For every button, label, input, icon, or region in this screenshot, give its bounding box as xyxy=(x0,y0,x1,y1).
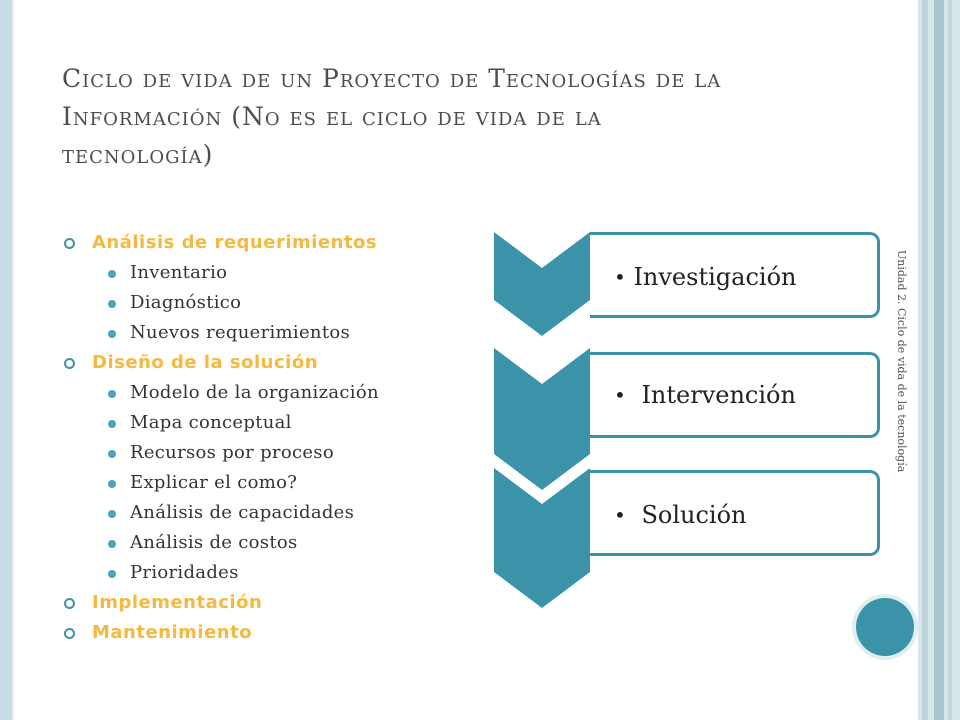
list-item xyxy=(60,258,480,288)
chevron-step-2 xyxy=(494,348,590,490)
dot-bullet-icon xyxy=(108,420,116,428)
step-label-1 xyxy=(614,262,796,292)
circle-bullet-icon xyxy=(64,628,75,639)
process-chevron-diagram xyxy=(494,232,894,612)
section-label: Implementación xyxy=(92,592,263,613)
slide-title xyxy=(62,60,862,174)
step-text: Solución xyxy=(641,501,747,529)
outline-subitems xyxy=(60,258,480,348)
step-text: Investigación xyxy=(633,263,797,291)
item-label: Mapa conceptual xyxy=(130,412,292,433)
item-label: Explicar el como? xyxy=(130,472,298,493)
outline-section xyxy=(60,228,480,258)
step-label-3 xyxy=(614,500,746,530)
title-line: Ciclo de vida de un Proyecto de Tecnologías de la xyxy=(62,64,722,93)
right-frame-stripe xyxy=(934,0,944,720)
decorative-circle xyxy=(856,598,914,656)
dot-bullet-icon xyxy=(108,540,116,548)
section-label: Diseño de la solución xyxy=(92,352,319,373)
list-item xyxy=(60,438,480,468)
item-label: Prioridades xyxy=(130,562,239,583)
list-item xyxy=(60,378,480,408)
step-label-2 xyxy=(614,380,796,410)
outline-list xyxy=(60,228,480,648)
left-frame-bar xyxy=(0,0,12,720)
list-item xyxy=(60,408,480,438)
left-frame-line xyxy=(12,0,14,720)
dot-bullet-icon xyxy=(108,510,116,518)
outline-subitems xyxy=(60,378,480,588)
dot-bullet-icon xyxy=(108,330,116,338)
title-line: Información (No es el ciclo de vida de la xyxy=(62,102,602,131)
dot-bullet-icon xyxy=(108,450,116,458)
right-frame-stripe xyxy=(922,0,928,720)
item-label: Inventario xyxy=(130,262,228,283)
step-bullet: • xyxy=(614,265,626,289)
item-label: Modelo de la organización xyxy=(130,382,379,403)
dot-bullet-icon xyxy=(108,390,116,398)
list-item xyxy=(60,318,480,348)
circle-bullet-icon xyxy=(64,598,75,609)
section-label: Mantenimiento xyxy=(92,622,253,643)
side-caption: Unidad 2. Ciclo de vida de la tecnología xyxy=(895,250,908,473)
section-label: Análisis de requerimientos xyxy=(92,232,378,253)
list-item xyxy=(60,288,480,318)
outline-section xyxy=(60,588,480,618)
list-item xyxy=(60,528,480,558)
title-line: tecnología) xyxy=(62,140,214,169)
chevron-step-1 xyxy=(494,232,590,336)
item-label: Diagnóstico xyxy=(130,292,242,313)
step-text: Intervención xyxy=(641,381,796,409)
dot-bullet-icon xyxy=(108,480,116,488)
circle-bullet-icon xyxy=(64,358,75,369)
item-label: Nuevos requerimientos xyxy=(130,322,351,343)
outline-section xyxy=(60,348,480,378)
list-item xyxy=(60,468,480,498)
list-item xyxy=(60,498,480,528)
outline-section xyxy=(60,618,480,648)
item-label: Recursos por proceso xyxy=(130,442,334,463)
item-label: Análisis de capacidades xyxy=(130,502,355,523)
dot-bullet-icon xyxy=(108,300,116,308)
circle-bullet-icon xyxy=(64,238,75,249)
step-bullet: • xyxy=(614,503,626,527)
dot-bullet-icon xyxy=(108,570,116,578)
step-bullet: • xyxy=(614,383,626,407)
item-label: Análisis de costos xyxy=(130,532,298,553)
right-frame-stripe xyxy=(948,0,952,720)
dot-bullet-icon xyxy=(108,270,116,278)
list-item xyxy=(60,558,480,588)
